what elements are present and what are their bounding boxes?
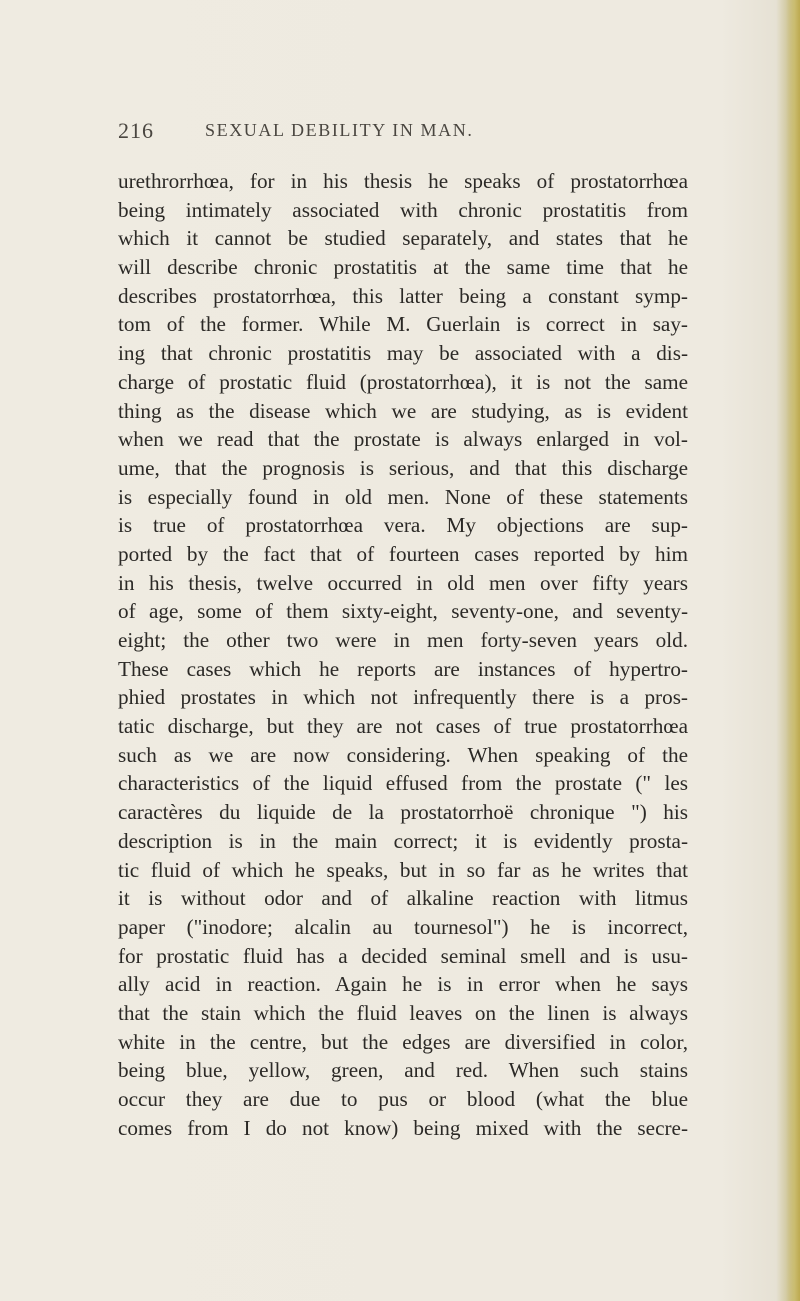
text-line: tic fluid of which he speaks, but in so far as he writes that — [118, 857, 688, 882]
text-line: urethrorrhœa, for in his thesis he speaks of prostatorrhœa — [118, 169, 688, 193]
text-line: being blue, yellow, green, and red. When such stains — [118, 1058, 688, 1083]
text-line: ported by the fact that of fourteen cases reported by him — [118, 541, 688, 566]
text-line: is especially found in old men. None of these statements — [118, 484, 688, 509]
text-line: tom of the former. While M. Guerlain is correct in say- — [118, 312, 688, 337]
text-line: being intimately associated with chronic prostatitis from — [118, 197, 688, 222]
text-line: it is without odor and of alkaline reaction with litmus — [118, 886, 688, 911]
text-line: charge of prostatic fluid (prostatorrhœa), it is not the same — [118, 369, 688, 394]
text-line: ally acid in reaction. Again he is in error when he says — [118, 972, 688, 997]
text-line: describes prostatorrhœa, this latter being a constant symp- — [118, 283, 688, 308]
text-line: is true of prostatorrhœa vera. My objections are sup- — [118, 513, 688, 538]
body-text — [118, 167, 688, 1142]
text-line: for prostatic fluid has a decided seminal smell and is usu- — [118, 943, 688, 968]
running-head: SEXUAL DEBILITY IN MAN. — [205, 120, 474, 140]
text-line: description is in the main correct; it is evidently prosta- — [118, 828, 688, 853]
text-line: white in the centre, but the edges are diversified in color, — [118, 1029, 688, 1054]
text-line: ume, that the prognosis is serious, and that this discharge — [118, 455, 688, 480]
page-number: 216 — [118, 118, 154, 143]
text-line: that the stain which the fluid leaves on the linen is always — [118, 1000, 688, 1025]
text-line: occur they are due to pus or blood (what the blue — [118, 1087, 688, 1111]
text-line: will describe chronic prostatitis at the same time that he — [118, 255, 688, 280]
text-line: eight; the other two were in men forty-seven years old. — [118, 628, 688, 652]
text-line: These cases which he reports are instances of hypertro- — [118, 656, 688, 681]
text-line: phied prostates in which not infrequently there is a pros- — [118, 685, 688, 710]
text-line: characteristics of the liquid effused from the prostate (" les — [118, 771, 688, 796]
text-line: ing that chronic prostatitis may be associated with a dis- — [118, 341, 688, 366]
text-line: paper ("inodore; alcalin au tournesol") he is incorrect, — [118, 914, 688, 939]
page-edge — [786, 0, 800, 1301]
text-line: thing as the disease which we are studying, as is evident — [118, 398, 688, 423]
text-line: comes from I do not know) being mixed with the secre- — [118, 1115, 688, 1140]
text-line: of age, some of them sixty-eight, seventy-one, and seventy- — [118, 599, 688, 624]
text-line: caractères du liquide de la prostatorrhoë chronique ") his — [118, 800, 688, 825]
text-line: in his thesis, twelve occurred in old men over fifty years — [118, 570, 688, 595]
text-line: such as we are now considering. When speaking of the — [118, 742, 688, 767]
text-line: tatic discharge, but they are not cases of true prostatorrhœa — [118, 714, 688, 739]
page-header — [118, 118, 670, 148]
text-line: when we read that the prostate is always enlarged in vol- — [118, 427, 688, 452]
text-line: which it cannot be studied separately, and states that he — [118, 226, 688, 251]
